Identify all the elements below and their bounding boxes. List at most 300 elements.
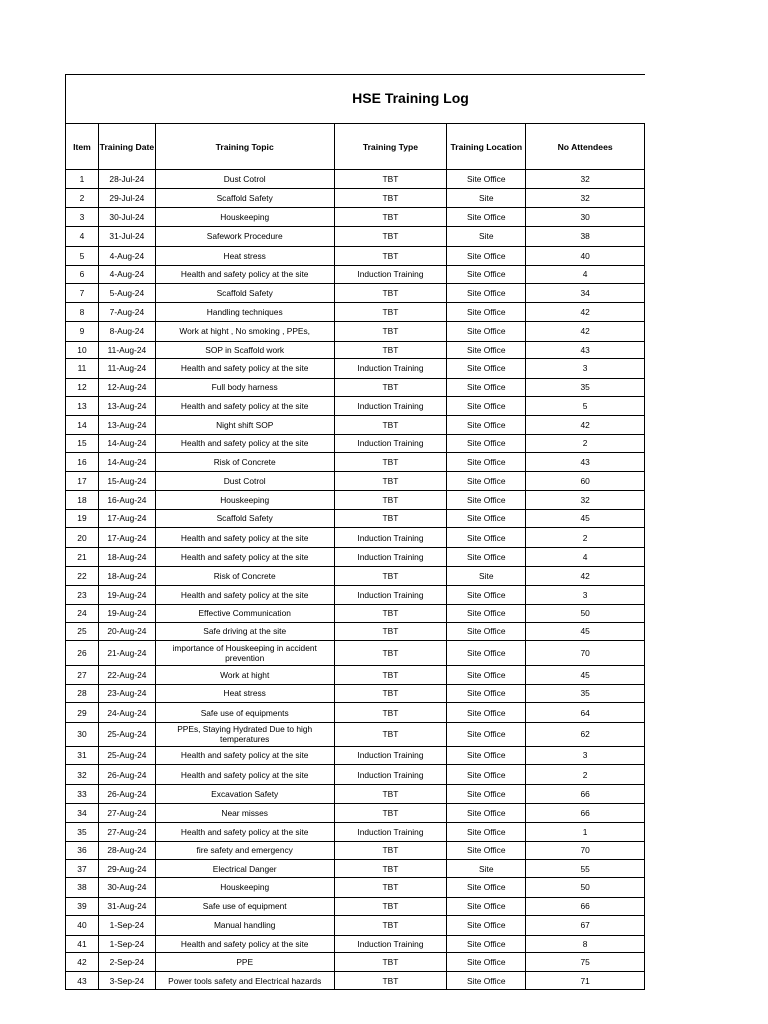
cell-training-topic: SOP in Scaffold work [156,342,335,359]
cell-training-location: Site Office [447,284,526,302]
cell-training-type: TBT [335,189,448,207]
cell-no-attendees: 70 [526,641,645,665]
cell-training-topic: Risk of Concrete [156,567,335,585]
cell-training-location: Site Office [447,342,526,359]
cell-item: 30 [66,723,99,746]
cell-no-attendees: 34 [526,284,645,302]
cell-training-location: Site Office [447,878,526,897]
cell-training-type: TBT [335,785,448,803]
table-row [65,397,645,416]
cell-training-topic: Work at hight [156,666,335,684]
cell-training-location: Site Office [447,916,526,935]
cell-training-date: 29-Aug-24 [99,860,156,877]
cell-training-date: 18-Aug-24 [99,548,156,566]
cell-no-attendees: 3 [526,359,645,378]
cell-training-location: Site Office [447,208,526,226]
cell-training-location: Site Office [447,747,526,765]
cell-item: 31 [66,747,99,765]
cell-training-location: Site Office [447,804,526,822]
cell-training-topic: Health and safety policy at the site [156,397,335,415]
cell-no-attendees: 4 [526,548,645,566]
table-row [65,936,645,954]
cell-training-date: 25-Aug-24 [99,723,156,746]
cell-training-location: Site Office [447,765,526,784]
cell-training-topic: Health and safety policy at the site [156,747,335,765]
cell-item: 40 [66,916,99,935]
cell-training-type: Induction Training [335,823,448,841]
cell-no-attendees: 60 [526,472,645,490]
cell-training-date: 7-Aug-24 [99,303,156,321]
cell-training-type: Induction Training [335,936,448,953]
cell-training-date: 21-Aug-24 [99,641,156,665]
table-row [65,804,645,823]
cell-training-type: TBT [335,953,448,971]
cell-item: 18 [66,491,99,509]
cell-item: 28 [66,685,99,703]
cell-no-attendees: 50 [526,605,645,622]
cell-training-date: 30-Aug-24 [99,878,156,897]
cell-item: 29 [66,703,99,722]
header-training-location: Training Location [447,124,526,169]
cell-training-topic: Health and safety policy at the site [156,586,335,604]
cell-training-location: Site Office [447,247,526,265]
cell-item: 41 [66,936,99,953]
cell-training-topic: PPEs, Staying Hydrated Due to high temperatures [156,723,335,746]
cell-no-attendees: 4 [526,266,645,284]
table-row [65,472,645,491]
cell-training-topic: Work at hight , No smoking , PPEs, [156,322,335,341]
cell-training-topic: Excavation Safety [156,785,335,803]
cell-item: 2 [66,189,99,207]
header-training-type: Training Type [335,124,448,169]
cell-training-location: Site Office [447,472,526,490]
cell-training-type: TBT [335,703,448,722]
cell-training-topic: Risk of Concrete [156,453,335,471]
cell-no-attendees: 71 [526,972,645,989]
cell-item: 37 [66,860,99,877]
cell-no-attendees: 43 [526,453,645,471]
cell-training-location: Site Office [447,548,526,566]
cell-item: 3 [66,208,99,226]
cell-training-type: TBT [335,804,448,822]
cell-training-location: Site Office [447,703,526,722]
cell-training-location: Site Office [447,170,526,188]
cell-item: 35 [66,823,99,841]
cell-training-location: Site Office [447,666,526,684]
cell-training-location: Site Office [447,303,526,321]
cell-training-type: TBT [335,623,448,641]
cell-item: 4 [66,227,99,246]
cell-training-date: 17-Aug-24 [99,510,156,528]
cell-training-type: Induction Training [335,586,448,604]
table-row [65,623,645,642]
cell-training-topic: Health and safety policy at the site [156,936,335,953]
cell-item: 42 [66,953,99,971]
table-row [65,972,645,990]
cell-item: 25 [66,623,99,641]
cell-training-date: 11-Aug-24 [99,342,156,359]
cell-training-location: Site Office [447,972,526,989]
table-row [65,703,645,723]
cell-training-location: Site Office [447,842,526,860]
cell-item: 43 [66,972,99,989]
cell-training-date: 17-Aug-24 [99,528,156,547]
cell-training-type: TBT [335,878,448,897]
cell-training-date: 27-Aug-24 [99,823,156,841]
cell-training-topic: Houskeeping [156,878,335,897]
cell-training-topic: Health and safety policy at the site [156,528,335,547]
cell-training-topic: Health and safety policy at the site [156,435,335,453]
cell-item: 5 [66,247,99,265]
cell-no-attendees: 5 [526,397,645,415]
cell-training-type: Induction Training [335,765,448,784]
cell-training-topic: Effective Communication [156,605,335,622]
cell-no-attendees: 66 [526,898,645,916]
cell-training-type: TBT [335,685,448,703]
table-row [65,379,645,398]
sheet-title: HSE Training Log [352,90,469,106]
cell-training-date: 14-Aug-24 [99,453,156,471]
table-row [65,685,645,704]
cell-training-type: TBT [335,972,448,989]
cell-item: 15 [66,435,99,453]
cell-item: 33 [66,785,99,803]
table-row [65,322,645,342]
cell-item: 12 [66,379,99,397]
table-row [65,435,645,454]
cell-training-topic: Scaffold Safety [156,510,335,528]
cell-no-attendees: 32 [526,170,645,188]
cell-training-type: TBT [335,641,448,665]
cell-training-topic: Houskeeping [156,491,335,509]
cell-item: 8 [66,303,99,321]
cell-training-date: 2-Sep-24 [99,953,156,971]
cell-training-type: TBT [335,860,448,877]
table-row [65,303,645,322]
table-row [65,860,645,878]
cell-training-type: Induction Training [335,397,448,415]
cell-training-date: 4-Aug-24 [99,266,156,284]
cell-training-type: TBT [335,898,448,916]
cell-training-type: TBT [335,842,448,860]
table-row [65,586,645,605]
cell-training-type: TBT [335,416,448,434]
cell-training-date: 24-Aug-24 [99,703,156,722]
cell-item: 13 [66,397,99,415]
cell-training-type: TBT [335,472,448,490]
cell-training-date: 14-Aug-24 [99,435,156,453]
table-row [65,953,645,972]
cell-training-topic: Near misses [156,804,335,822]
cell-training-date: 18-Aug-24 [99,567,156,585]
cell-no-attendees: 55 [526,860,645,877]
title-box [65,74,645,124]
cell-no-attendees: 50 [526,878,645,897]
cell-training-date: 12-Aug-24 [99,379,156,397]
cell-no-attendees: 66 [526,804,645,822]
cell-training-location: Site Office [447,266,526,284]
cell-no-attendees: 2 [526,435,645,453]
cell-training-location: Site Office [447,528,526,547]
cell-training-date: 19-Aug-24 [99,605,156,622]
cell-training-topic: Handling techniques [156,303,335,321]
cell-training-location: Site Office [447,898,526,916]
cell-training-type: Induction Training [335,747,448,765]
table-header-row [65,124,645,170]
cell-training-date: 27-Aug-24 [99,804,156,822]
cell-training-date: 4-Aug-24 [99,247,156,265]
cell-training-date: 23-Aug-24 [99,685,156,703]
table-row [65,227,645,247]
cell-training-date: 1-Sep-24 [99,936,156,953]
cell-training-location: Site Office [447,416,526,434]
cell-training-type: TBT [335,284,448,302]
table-row [65,189,645,208]
cell-item: 11 [66,359,99,378]
cell-training-date: 13-Aug-24 [99,416,156,434]
cell-training-type: TBT [335,723,448,746]
table-row [65,567,645,586]
cell-training-location: Site Office [447,322,526,341]
cell-item: 38 [66,878,99,897]
cell-training-date: 11-Aug-24 [99,359,156,378]
cell-no-attendees: 62 [526,723,645,746]
cell-training-type: TBT [335,453,448,471]
cell-training-topic: Health and safety policy at the site [156,548,335,566]
cell-item: 17 [66,472,99,490]
cell-training-location: Site Office [447,510,526,528]
cell-training-type: TBT [335,170,448,188]
cell-training-topic: Scaffold Safety [156,284,335,302]
cell-training-topic: Power tools safety and Electrical hazards [156,972,335,989]
table-row [65,208,645,227]
cell-training-type: TBT [335,916,448,935]
cell-training-date: 13-Aug-24 [99,397,156,415]
cell-training-topic: Health and safety policy at the site [156,823,335,841]
cell-training-type: Induction Training [335,435,448,453]
header-no-attendees: No Attendees [526,124,645,169]
cell-training-topic: Heat stress [156,685,335,703]
cell-no-attendees: 67 [526,916,645,935]
cell-training-type: TBT [335,227,448,246]
table-row [65,170,645,189]
table-row [65,528,645,548]
cell-no-attendees: 3 [526,747,645,765]
cell-no-attendees: 30 [526,208,645,226]
cell-no-attendees: 45 [526,623,645,641]
cell-item: 24 [66,605,99,622]
cell-no-attendees: 45 [526,510,645,528]
table-row [65,723,645,747]
table-row [65,359,645,379]
cell-item: 10 [66,342,99,359]
cell-training-location: Site Office [447,435,526,453]
cell-item: 16 [66,453,99,471]
cell-training-topic: Heat stress [156,247,335,265]
cell-no-attendees: 42 [526,416,645,434]
header-training-topic: Training Topic [156,124,335,169]
cell-no-attendees: 70 [526,842,645,860]
cell-training-location: Site Office [447,453,526,471]
cell-training-date: 1-Sep-24 [99,916,156,935]
cell-training-type: TBT [335,303,448,321]
cell-training-topic: Electrical Danger [156,860,335,877]
table-row [65,747,645,766]
cell-training-location: Site Office [447,953,526,971]
table-row [65,666,645,685]
cell-item: 14 [66,416,99,434]
cell-training-date: 3-Sep-24 [99,972,156,989]
cell-training-topic: Dust Cotrol [156,170,335,188]
cell-training-type: TBT [335,567,448,585]
cell-training-type: TBT [335,379,448,397]
cell-training-topic: Safe use of equipment [156,898,335,916]
cell-training-topic: Dust Cotrol [156,472,335,490]
cell-training-topic: Health and safety policy at the site [156,359,335,378]
cell-no-attendees: 64 [526,703,645,722]
cell-item: 32 [66,765,99,784]
cell-training-location: Site [447,567,526,585]
cell-item: 1 [66,170,99,188]
cell-no-attendees: 32 [526,189,645,207]
cell-item: 20 [66,528,99,547]
table-row [65,453,645,472]
cell-training-date: 30-Jul-24 [99,208,156,226]
cell-training-topic: Night shift SOP [156,416,335,434]
cell-item: 21 [66,548,99,566]
cell-training-type: TBT [335,247,448,265]
cell-training-location: Site Office [447,379,526,397]
table-row [65,785,645,804]
cell-no-attendees: 1 [526,823,645,841]
cell-training-type: TBT [335,208,448,226]
cell-no-attendees: 3 [526,586,645,604]
cell-item: 23 [66,586,99,604]
cell-training-date: 26-Aug-24 [99,765,156,784]
cell-item: 27 [66,666,99,684]
cell-item: 22 [66,567,99,585]
table-row [65,842,645,861]
cell-no-attendees: 43 [526,342,645,359]
cell-item: 26 [66,641,99,665]
cell-training-topic: Health and safety policy at the site [156,266,335,284]
table-row [65,548,645,567]
cell-no-attendees: 40 [526,247,645,265]
cell-training-date: 31-Aug-24 [99,898,156,916]
table-row [65,491,645,510]
table-row [65,765,645,785]
table-row [65,641,645,666]
cell-no-attendees: 8 [526,936,645,953]
cell-no-attendees: 35 [526,379,645,397]
table-row [65,247,645,266]
cell-no-attendees: 32 [526,491,645,509]
cell-training-location: Site Office [447,936,526,953]
cell-training-date: 20-Aug-24 [99,623,156,641]
cell-training-date: 8-Aug-24 [99,322,156,341]
cell-item: 36 [66,842,99,860]
table-row [65,878,645,898]
cell-no-attendees: 2 [526,765,645,784]
cell-training-location: Site Office [447,491,526,509]
cell-training-topic: fire safety and emergency [156,842,335,860]
cell-training-topic: Scaffold Safety [156,189,335,207]
cell-item: 39 [66,898,99,916]
cell-training-location: Site Office [447,785,526,803]
cell-training-type: TBT [335,605,448,622]
cell-training-type: TBT [335,666,448,684]
cell-item: 6 [66,266,99,284]
table-row [65,605,645,623]
table-row [65,823,645,842]
cell-training-topic: Safe use of equipments [156,703,335,722]
cell-training-date: 16-Aug-24 [99,491,156,509]
cell-no-attendees: 75 [526,953,645,971]
table-row [65,898,645,917]
cell-no-attendees: 2 [526,528,645,547]
cell-no-attendees: 42 [526,322,645,341]
table-row [65,416,645,435]
cell-training-date: 28-Jul-24 [99,170,156,188]
cell-training-type: TBT [335,491,448,509]
table-body [65,170,645,990]
cell-training-location: Site Office [447,623,526,641]
cell-no-attendees: 66 [526,785,645,803]
cell-training-topic: importance of Houskeeping in accident prevention [156,641,335,665]
cell-training-type: TBT [335,510,448,528]
cell-training-location: Site Office [447,359,526,378]
cell-training-location: Site Office [447,823,526,841]
cell-training-location: Site Office [447,605,526,622]
cell-no-attendees: 35 [526,685,645,703]
table-row [65,342,645,360]
cell-training-topic: Houskeeping [156,208,335,226]
cell-item: 9 [66,322,99,341]
cell-training-type: Induction Training [335,528,448,547]
table-row [65,266,645,285]
header-training-date: Training Date [99,124,156,169]
cell-training-date: 15-Aug-24 [99,472,156,490]
cell-training-location: Site [447,860,526,877]
cell-training-type: Induction Training [335,266,448,284]
cell-training-type: TBT [335,342,448,359]
cell-training-location: Site [447,227,526,246]
cell-training-topic: Health and safety policy at the site [156,765,335,784]
training-log-sheet [65,74,645,990]
cell-training-location: Site [447,189,526,207]
cell-training-location: Site Office [447,397,526,415]
cell-training-type: Induction Training [335,359,448,378]
cell-training-date: 25-Aug-24 [99,747,156,765]
cell-training-type: TBT [335,322,448,341]
cell-training-location: Site Office [447,586,526,604]
cell-training-date: 5-Aug-24 [99,284,156,302]
cell-item: 34 [66,804,99,822]
cell-training-date: 31-Jul-24 [99,227,156,246]
cell-training-topic: Safe driving at the site [156,623,335,641]
table-row [65,916,645,936]
cell-training-location: Site Office [447,685,526,703]
cell-training-date: 28-Aug-24 [99,842,156,860]
cell-item: 19 [66,510,99,528]
cell-no-attendees: 38 [526,227,645,246]
cell-training-type: Induction Training [335,548,448,566]
table-row [65,284,645,303]
cell-training-topic: Safework Procedure [156,227,335,246]
cell-training-date: 29-Jul-24 [99,189,156,207]
cell-training-topic: Manual handling [156,916,335,935]
cell-training-location: Site Office [447,641,526,665]
